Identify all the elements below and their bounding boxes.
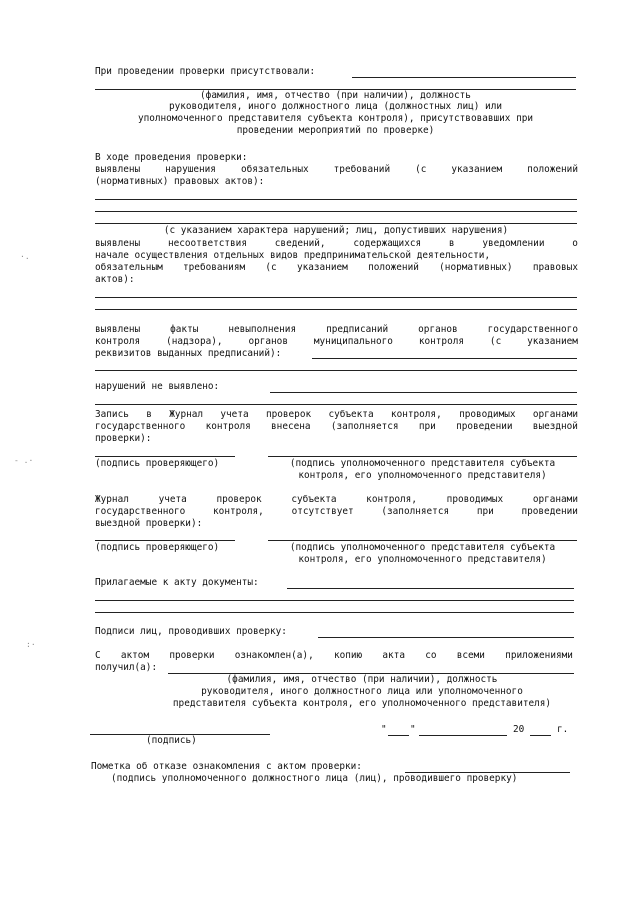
signatures-input[interactable] xyxy=(318,637,574,638)
journal-missing-line-1: Журнал учета проверок субъекта контроля, проводимых органами xyxy=(95,494,578,505)
violations-line-1: выявлены нарушения обязательных требований (с указанием положений xyxy=(95,164,578,175)
none-found-input-1[interactable] xyxy=(270,392,577,393)
date-year-prefix: 20 xyxy=(513,724,525,735)
scan-speck: ·. xyxy=(20,252,30,261)
scan-speck: :· xyxy=(26,640,36,649)
attached-input-1[interactable] xyxy=(287,588,574,589)
journal-missing-line-3: выездной проверки): xyxy=(95,518,203,529)
date-year-input[interactable] xyxy=(530,735,551,736)
orders-input-2[interactable] xyxy=(95,370,577,371)
violations-input-3[interactable] xyxy=(95,223,577,224)
journal-entry-sig-inspector: (подпись проверяющего) xyxy=(95,458,220,469)
present-note-4: проведении мероприятий по проверке) xyxy=(236,125,435,136)
mismatch-input-1[interactable] xyxy=(95,297,577,298)
present-line-1[interactable] xyxy=(352,77,576,78)
journal-entry-sig-inspector-line[interactable] xyxy=(95,456,235,457)
date-quote-close: " xyxy=(410,724,416,735)
acquainted-note-2: руководителя, иного должностного лица или уполномоченного xyxy=(201,686,523,697)
mismatch-line-2: начале осуществления отдельных видов предпринимательской деятельности, xyxy=(95,250,491,261)
journal-entry-sig-rep-2: контроля, его уполномоченного представителя) xyxy=(298,470,547,481)
journal-entry-sig-rep-line[interactable] xyxy=(268,456,577,457)
orders-input-1[interactable] xyxy=(312,358,577,359)
mismatch-input-2[interactable] xyxy=(95,309,577,310)
mismatch-line-1: выявлены несоответствия сведений, содержащихся в уведомлении о xyxy=(95,238,578,249)
none-found-label: нарушений не выявлено: xyxy=(95,381,220,392)
signatures-label: Подписи лиц, проводивших проверку: xyxy=(95,626,287,637)
violations-input-2[interactable] xyxy=(95,211,577,212)
attached-input-2[interactable] xyxy=(95,600,574,601)
during-heading: В ходе проведения проверки: xyxy=(95,152,248,163)
journal-missing-sig-rep-1: (подпись уполномоченного представителя субъекта xyxy=(289,542,556,553)
journal-entry-line-1: Запись в Журнал учета проверок субъекта контроля, проводимых органами xyxy=(95,409,578,420)
acquainted-line-1: С актом проверки ознакомлен(а), копию акта со всеми приложениями xyxy=(95,650,573,661)
journal-missing-sig-inspector: (подпись проверяющего) xyxy=(95,542,220,553)
refusal-label: Пометка об отказе ознакомления с актом проверки: xyxy=(91,761,362,772)
journal-missing-sig-rep-2: контроля, его уполномоченного представителя) xyxy=(298,554,547,565)
violations-note: (с указанием характера нарушений; лиц, допустивших нарушения) xyxy=(163,225,509,236)
journal-entry-sig-rep-1: (подпись уполномоченного представителя субъекта xyxy=(289,458,556,469)
date-suffix: г. xyxy=(557,724,569,735)
journal-missing-sig-inspector-line[interactable] xyxy=(95,540,235,541)
acquainted-sig-label: (подпись) xyxy=(146,735,197,746)
present-note-3: уполномоченного представителя субъекта контроля), присутствовавших при xyxy=(137,113,534,124)
journal-missing-line-2: государственного контроля, отсутствует (заполняется при проведении xyxy=(95,506,578,517)
present-label: При проведении проверки присутствовали: xyxy=(95,66,316,77)
present-note-1: (фамилия, имя, отчество (при наличии), должность xyxy=(200,90,471,101)
attached-input-3[interactable] xyxy=(95,612,574,613)
orders-line-2: контроля (надзора), органов муниципального контроля (с указанием xyxy=(95,336,578,347)
acquainted-note-3: представителя субъекта контроля, его уполномоченного представителя) xyxy=(172,698,552,709)
none-found-input-2[interactable] xyxy=(95,404,577,405)
scan-speck: - .· xyxy=(14,456,34,465)
journal-entry-line-3: проверки): xyxy=(95,433,152,444)
date-quote-open: " xyxy=(381,724,387,735)
date-month-input[interactable] xyxy=(419,735,507,736)
orders-line-3: реквизитов выданных предписаний): xyxy=(95,348,282,359)
attached-label: Прилагаемые к акту документы: xyxy=(95,577,259,588)
violations-line-2: (нормативных) правовых актов): xyxy=(95,176,265,187)
acquainted-note-1: (фамилия, имя, отчество (при наличии), должность xyxy=(226,674,498,685)
refusal-note: (подпись уполномоченного должностного лица (лиц), проводившего проверку) xyxy=(111,773,518,784)
violations-input-1[interactable] xyxy=(95,199,577,200)
orders-line-1: выявлены факты невыполнения предписаний органов государственного xyxy=(95,324,578,335)
acquainted-line-2: получил(а): xyxy=(95,662,158,673)
journal-missing-sig-rep-line[interactable] xyxy=(268,540,577,541)
mismatch-line-3: обязательным требованиям (с указанием положений (нормативных) правовых xyxy=(95,262,578,273)
mismatch-line-4: актов): xyxy=(95,274,135,285)
date-day-input[interactable] xyxy=(388,735,409,736)
journal-entry-line-2: государственного контроля внесена (заполняется при проведении выездной xyxy=(95,421,578,432)
present-note-2: руководителя, иного должностного лица (должностных лиц) или xyxy=(168,101,502,112)
